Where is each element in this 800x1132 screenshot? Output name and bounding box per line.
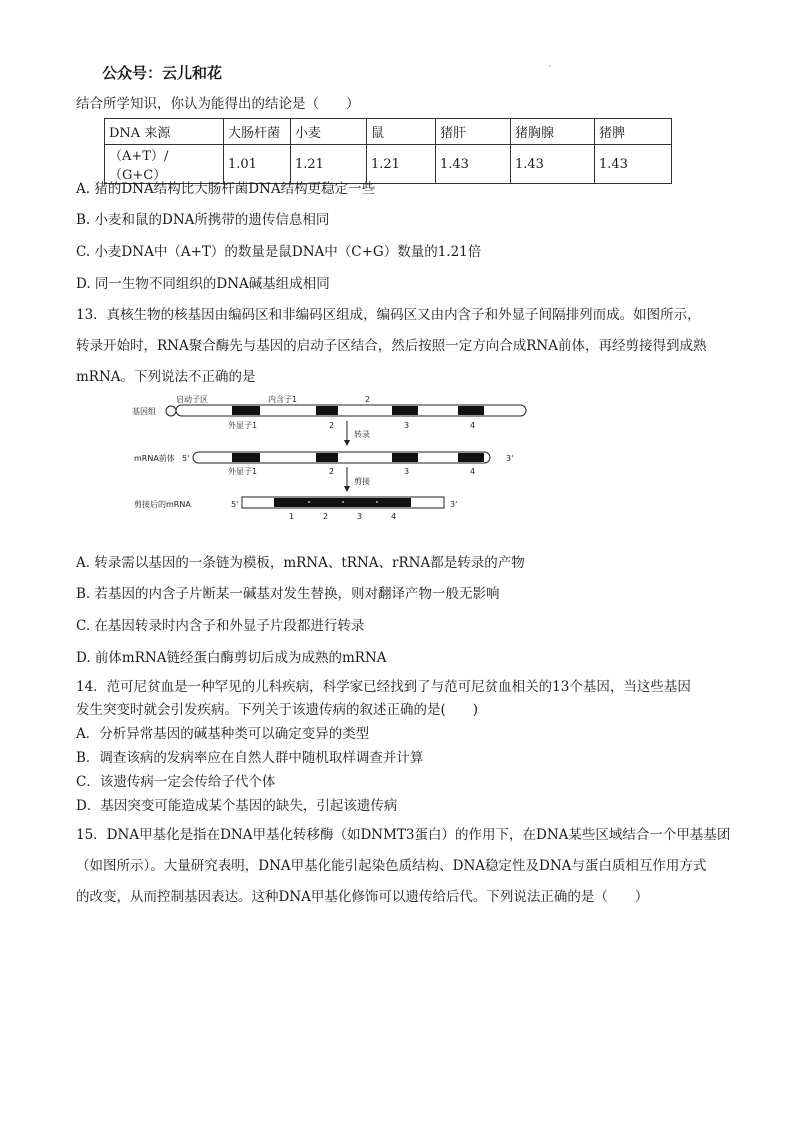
q14-option-d: D．基因突变可能造成某个基因的缺失，引起该遗传病 bbox=[76, 798, 398, 814]
intron2-label: 2 bbox=[365, 395, 371, 404]
transcription-arrowhead bbox=[344, 440, 350, 446]
q12-option-b: B. 小麦和鼠的DNA所携带的遗传信息相同 bbox=[76, 212, 330, 228]
exon1-label: 外显子1 bbox=[228, 421, 258, 430]
transcription-label: 转录 bbox=[354, 430, 370, 439]
genome-exon-1 bbox=[232, 406, 260, 415]
q12-option-c: C. 小麦DNA中（A+T）的数量是鼠DNA中（C+G）数量的1.21倍 bbox=[76, 244, 482, 260]
q13-option-a: A. 转录需以基因的一条链为模板，mRNA、tRNA、rRNA都是转录的产物 bbox=[76, 555, 525, 571]
q14-option-c: C．该遗传病一定会传给子代个体 bbox=[76, 774, 276, 790]
q13-option-d: D. 前体mRNA链经蛋白酶剪切后成为成熟的mRNA bbox=[76, 650, 387, 666]
mature-mrna-label: 剪接后的mRNA bbox=[134, 500, 191, 509]
table-cell: （A+T）/（G+C） bbox=[105, 145, 224, 184]
q15-stem-line: 15．DNA甲基化是指在DNA甲基化转移酶（如DNMT3蛋白）的作用下，在DNA某些区域结合一个甲基基团 bbox=[76, 827, 731, 843]
splicing-label: 剪接 bbox=[354, 477, 370, 486]
pre-mrna-exon-3 bbox=[392, 453, 418, 462]
intron1-label: 内含子1 bbox=[268, 395, 298, 404]
mature-exon2-label: 2 bbox=[323, 512, 329, 521]
pre-mrna-label: mRNA前体 bbox=[134, 454, 175, 463]
mature-exon4-label: 4 bbox=[391, 512, 397, 521]
q13-option-b: B. 若基因的内含子片断某一碱基对发生替换，则对翻译产物一般无影响 bbox=[76, 586, 500, 602]
mature-five-prime: 5' bbox=[231, 500, 239, 509]
q14-option-a: A．分析异常基因的碱基种类可以确定变异的类型 bbox=[76, 726, 370, 742]
table-cell: 1.43 bbox=[595, 145, 672, 184]
pre-exon2-label: 2 bbox=[329, 467, 335, 476]
pre-exon3-label: 3 bbox=[404, 467, 410, 476]
pre-mrna-five-prime: 5' bbox=[182, 454, 190, 463]
mature-exon1-label: 1 bbox=[289, 512, 295, 521]
table-cell: 1.43 bbox=[511, 145, 595, 184]
promoter-circle bbox=[166, 406, 176, 416]
q13-option-c: C. 在基因转录时内含子和外显子片段都进行转录 bbox=[76, 618, 365, 634]
pre-exon1-label: 外显子1 bbox=[228, 467, 258, 476]
page-header-account: 公众号：云儿和花 bbox=[102, 64, 223, 82]
table-header-cell: 猪脾 bbox=[595, 119, 672, 145]
mature-three-prime: 3' bbox=[450, 500, 458, 509]
q12-option-d: D. 同一生物不同组织的DNA碱基组成相同 bbox=[76, 276, 330, 292]
splicing-arrowhead bbox=[344, 486, 350, 492]
q12-stem: 结合所学知识，你认为能得出的结论是（ ） bbox=[76, 96, 360, 112]
table-cell: 1.21 bbox=[291, 145, 367, 184]
table-header-cell: 猪胸腺 bbox=[511, 119, 595, 145]
genome-label: 基因组 bbox=[132, 407, 156, 416]
table-header-cell: 大肠杆菌 bbox=[224, 119, 291, 145]
header-mark: · bbox=[548, 62, 551, 72]
promoter-label: 启动子区 bbox=[176, 395, 208, 404]
exon2-label: 2 bbox=[329, 421, 335, 430]
genome-exon-3 bbox=[392, 406, 418, 415]
q12-option-a: A. 猪的DNA结构比大肠杆菌DNA结构更稳定一些 bbox=[76, 181, 376, 197]
q14-stem-line: 发生突变时就会引发疾病。下列关于该遗传病的叙述正确的是( ) bbox=[76, 702, 479, 718]
pre-exon4-label: 4 bbox=[470, 467, 476, 476]
table-header-cell: DNA 来源 bbox=[105, 119, 224, 145]
q13-stem-line: 13．真核生物的核基因由编码区和非编码区组成，编码区又由内含子和外显子间隔排列而成。如图所示， bbox=[76, 307, 701, 323]
q15-stem-line: 的改变，从而控制基因表达。这种DNA甲基化修饰可以遗传给后代。下列说法正确的是（ ） bbox=[76, 889, 649, 905]
mature-exon3-label: 3 bbox=[357, 512, 363, 521]
pre-mrna-three-prime: 3' bbox=[506, 454, 514, 463]
pre-mrna-exon-2 bbox=[316, 453, 338, 462]
exon4-label: 4 bbox=[470, 421, 476, 430]
genome-exon-4 bbox=[458, 406, 484, 415]
pre-mrna-exon-4 bbox=[458, 453, 484, 462]
table-header-cell: 猪肝 bbox=[436, 119, 511, 145]
table-header-cell: 鼠 bbox=[367, 119, 436, 145]
table-cell: 1.43 bbox=[436, 145, 511, 184]
q15-stem-line: （如图所示）。大量研究表明，DNA甲基化能引起染色质结构、DNA稳定性及DNA与蛋白质相互作用方式 bbox=[76, 858, 707, 874]
exon3-label: 3 bbox=[404, 421, 410, 430]
pre-mrna-exon-1 bbox=[232, 453, 260, 462]
q13-stem-line: 转录开始时，RNA聚合酶先与基因的启动子区结合，然后按照一定方向合成RNA前体，再经剪接得到成熟 bbox=[76, 338, 707, 354]
table-cell: 1.21 bbox=[367, 145, 436, 184]
q14-option-b: B．调查该病的发病率应在自然人群中随机取样调查并计算 bbox=[76, 750, 424, 766]
table-cell: 1.01 bbox=[224, 145, 291, 184]
q13-stem-line: mRNA。下列说法不正确的是 bbox=[76, 369, 256, 385]
genome-exon-2 bbox=[316, 406, 338, 415]
table-header-cell: 小麦 bbox=[291, 119, 367, 145]
q14-stem-line: 14．范可尼贫血是一种罕见的儿科疾病，科学家已经找到了与范可尼贫血相关的13个基因，当这些基因 bbox=[76, 679, 691, 695]
